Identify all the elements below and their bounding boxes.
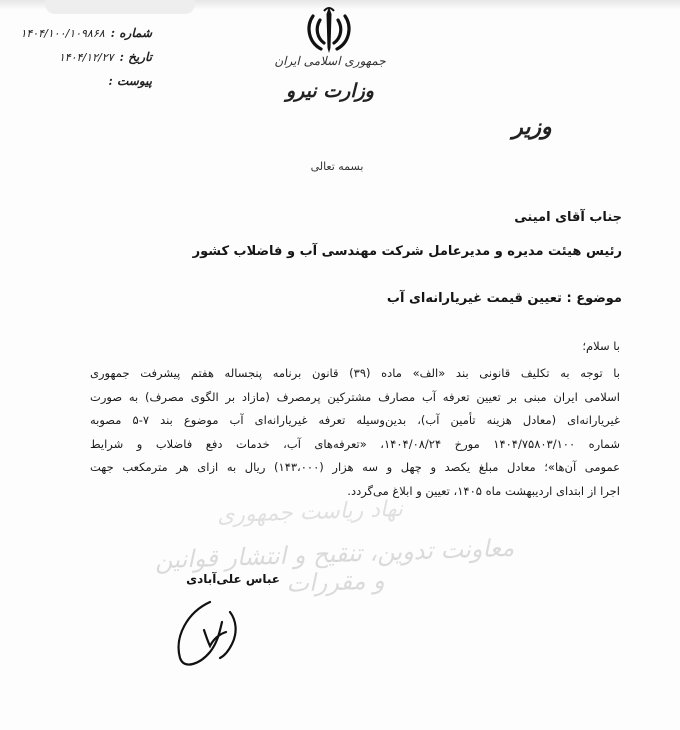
reference-number-row xyxy=(12,26,152,50)
letter-subject: موضوع : تعیین قیمت غیریارانه‌ای آب xyxy=(386,291,622,306)
minister-title: وزیر xyxy=(512,114,552,140)
reference-date-value: ۱۴۰۴/۱۲/۲۷ xyxy=(58,51,114,64)
letter-body xyxy=(90,362,620,503)
reference-number-label: شماره : xyxy=(110,26,152,40)
watermark-line-2: معاونت تدوین، تنقیح و انتشار قوانین و مقررات xyxy=(154,533,515,598)
reference-attachment-row xyxy=(12,74,152,98)
body-line: غیریارانه‌ای (معادل هزینه تأمین آب)، بدین‌وسیله تعرفه غیریارانه‌ای آب موضوع بند ۷-۵ مصوبه xyxy=(90,413,620,427)
body-line: اجرا از ابتدای اردیبهشت ماه ۱۴۰۵، تعیین و ابلاغ می‌گردد. xyxy=(347,483,620,498)
signer-name: عباس علی‌آبادی xyxy=(186,572,280,586)
body-line: اسلامی ایران مبنی بر تعیین تعرفه آب مصارف مشترکین پرمصرف (مازاد بر الگوی مصرف) به صورت xyxy=(90,389,620,404)
reference-number-value: ۱۴۰۴/۱۰۰/۱۰۹۸۶۸ xyxy=(20,27,105,40)
letter-greeting: با سلام؛ xyxy=(582,339,620,353)
body-line: عمومی آن‌ها»؛ معادل مبلغ یکصد و چهل و سه هزار (۱۴۳،۰۰۰) ریال به ازای هر مترمکعب جهت xyxy=(90,460,620,474)
reference-date-row xyxy=(12,50,152,74)
handwritten-signature xyxy=(170,596,260,676)
iran-emblem-icon xyxy=(303,4,355,56)
reference-attachment-label: پیوست : xyxy=(108,74,152,88)
reference-date-label: تاریخ : xyxy=(119,50,152,64)
body-line: با توجه به تکلیف قانونی بند «الف» ماده (۳۹) قانون برنامه پنجساله هفتم پیشرفت جمهوری xyxy=(90,366,620,380)
body-line: شماره ۱۴۰۴/۷۵۸۰۳/۱۰۰ مورخ ۱۴۰۴/۰۸/۲۴، «تعرفه‌های آب، خدمات دفع فاضلاب و شرایط xyxy=(90,436,620,451)
ministry-name: وزارت نیرو xyxy=(286,80,374,102)
reference-block xyxy=(12,26,152,98)
top-tab-shadow xyxy=(45,0,195,14)
basmala: بسمه تعالی xyxy=(310,160,364,173)
addressee-position: رئیس هیئت مدیره و مدیرعامل شرکت مهندسی آب و فاضلاب کشور xyxy=(192,244,622,259)
watermark-line-1: نهاد ریاست جمهوری xyxy=(216,496,404,529)
republic-name: جمهوری اسلامی ایران xyxy=(274,54,386,68)
addressee-name: جناب آقای امینی xyxy=(514,210,622,225)
